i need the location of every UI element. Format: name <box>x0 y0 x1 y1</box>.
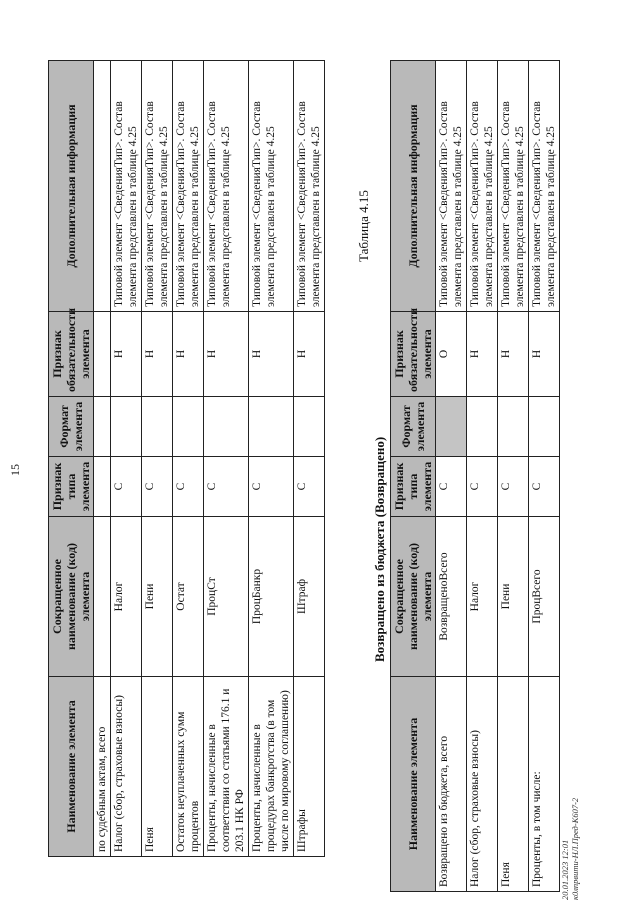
stamp-id: к0лпрвити-НЛ.Пред-К607-2 <box>570 797 580 900</box>
col-req-header: Признак обязательности элемента <box>391 312 436 397</box>
cell-name: Проценты, начисленные в соответствии со статьями 176.1 и 203.1 НК РФ <box>204 677 249 857</box>
cell-name: Пеня <box>142 677 173 857</box>
table-caption: Таблица 4.15 <box>356 190 371 262</box>
cell-code: ВозвращеноВсего <box>436 517 467 677</box>
table-row <box>249 61 294 857</box>
table-row <box>467 61 498 892</box>
cell-info: Типовой элемент <СведенияТип>. Состав элемента представлен в таблице 4.25 <box>294 61 325 312</box>
print-stamp <box>560 798 580 900</box>
col-req-header: Признак обязательности элемента <box>49 312 94 397</box>
cell-format <box>94 397 111 457</box>
stamp-date: 20.01.2023 12:01 <box>560 839 570 900</box>
table-row <box>529 61 560 892</box>
cell-type: С <box>249 457 294 517</box>
cell-format <box>204 397 249 457</box>
table-row <box>173 61 204 857</box>
table-header-row <box>391 61 436 892</box>
cell-info: Типовой элемент <СведенияТип>. Состав элемента представлен в таблице 4.25 <box>436 61 467 312</box>
cell-format <box>529 397 560 457</box>
col-code-header: Сокращенное наименование (код) элемента <box>391 517 436 677</box>
table-row <box>142 61 173 857</box>
cell-type: С <box>204 457 249 517</box>
cell-type <box>94 457 111 517</box>
cell-format <box>498 397 529 457</box>
table-header-row <box>49 61 94 857</box>
cell-format <box>467 397 498 457</box>
cell-type: С <box>111 457 142 517</box>
table-row <box>294 61 325 857</box>
col-name-header: Наименование элемента <box>49 677 94 857</box>
cell-info: Типовой элемент <СведенияТип>. Состав элемента представлен в таблице 4.25 <box>204 61 249 312</box>
cell-type: С <box>142 457 173 517</box>
page-number: 15 <box>8 464 22 476</box>
cell-code: ПроцСт <box>204 517 249 677</box>
cell-type: С <box>173 457 204 517</box>
cell-code <box>94 517 111 677</box>
cell-name: Пеня <box>498 677 529 892</box>
cell-code: ПроцВсего <box>529 517 560 677</box>
cell-type: С <box>529 457 560 517</box>
col-info-header: Дополнительная информация <box>391 61 436 312</box>
table-continued <box>48 60 325 857</box>
col-type-header: Признак типа элемента <box>391 457 436 517</box>
cell-name: Налог (сбор, страховые взносы) <box>467 677 498 892</box>
col-name-header: Наименование элемента <box>391 677 436 892</box>
col-type-header: Признак типа элемента <box>49 457 94 517</box>
cell-name: Проценты, начисленные в процедурах банкротства (в том числе по мировому соглашению) <box>249 677 294 857</box>
cell-req: Н <box>294 312 325 397</box>
cell-req: О <box>436 312 467 397</box>
col-format-header: Формат элемента <box>49 397 94 457</box>
cell-name: Возвращено из бюджета, всего <box>436 677 467 892</box>
cell-info <box>94 61 111 312</box>
cell-format <box>294 397 325 457</box>
cell-info: Типовой элемент <СведенияТип>. Состав элемента представлен в таблице 4.25 <box>467 61 498 312</box>
cell-req <box>94 312 111 397</box>
cell-type: С <box>294 457 325 517</box>
col-info-header: Дополнительная информация <box>49 61 94 312</box>
table-row <box>498 61 529 892</box>
table-row <box>94 61 111 857</box>
table-row <box>204 61 249 857</box>
cell-name: по судебным актам, всего <box>94 677 111 857</box>
cell-code: ПроцБанкр <box>249 517 294 677</box>
cell-req: Н <box>467 312 498 397</box>
cell-info: Типовой элемент <СведенияТип>. Состав элемента представлен в таблице 4.25 <box>111 61 142 312</box>
cell-req: Н <box>249 312 294 397</box>
cell-code: Налог <box>111 517 142 677</box>
cell-format <box>436 397 467 457</box>
cell-code: Налог <box>467 517 498 677</box>
cell-format <box>173 397 204 457</box>
col-code-header: Сокращенное наименование (код) элемента <box>49 517 94 677</box>
cell-info: Типовой элемент <СведенияТип>. Состав элемента представлен в таблице 4.25 <box>249 61 294 312</box>
cell-req: Н <box>529 312 560 397</box>
table-row <box>436 61 467 892</box>
cell-format <box>111 397 142 457</box>
cell-code: Остат <box>173 517 204 677</box>
cell-info: Типовой элемент <СведенияТип>. Состав элемента представлен в таблице 4.25 <box>529 61 560 312</box>
table-title: Возвращено из бюджета (Возвращено) <box>372 436 387 662</box>
cell-format <box>142 397 173 457</box>
table-row <box>111 61 142 857</box>
cell-info: Типовой элемент <СведенияТип>. Состав элемента представлен в таблице 4.25 <box>173 61 204 312</box>
cell-code: Пени <box>498 517 529 677</box>
cell-req: Н <box>204 312 249 397</box>
cell-name: Налог (сбор, страховые взносы) <box>111 677 142 857</box>
cell-req: Н <box>498 312 529 397</box>
cell-type: С <box>436 457 467 517</box>
cell-info: Типовой элемент <СведенияТип>. Состав элемента представлен в таблице 4.25 <box>498 61 529 312</box>
cell-name: Штрафы <box>294 677 325 857</box>
cell-code: Штраф <box>294 517 325 677</box>
cell-code: Пени <box>142 517 173 677</box>
cell-req: Н <box>173 312 204 397</box>
cell-req: Н <box>142 312 173 397</box>
cell-format <box>249 397 294 457</box>
cell-type: С <box>498 457 529 517</box>
col-format-header: Формат элемента <box>391 397 436 457</box>
cell-name: Проценты, в том числе: <box>529 677 560 892</box>
cell-info: Типовой элемент <СведенияТип>. Состав элемента представлен в таблице 4.25 <box>142 61 173 312</box>
cell-name: Остаток неуплаченных сумм процентов <box>173 677 204 857</box>
table-returned <box>390 60 560 892</box>
cell-type: С <box>467 457 498 517</box>
cell-req: Н <box>111 312 142 397</box>
